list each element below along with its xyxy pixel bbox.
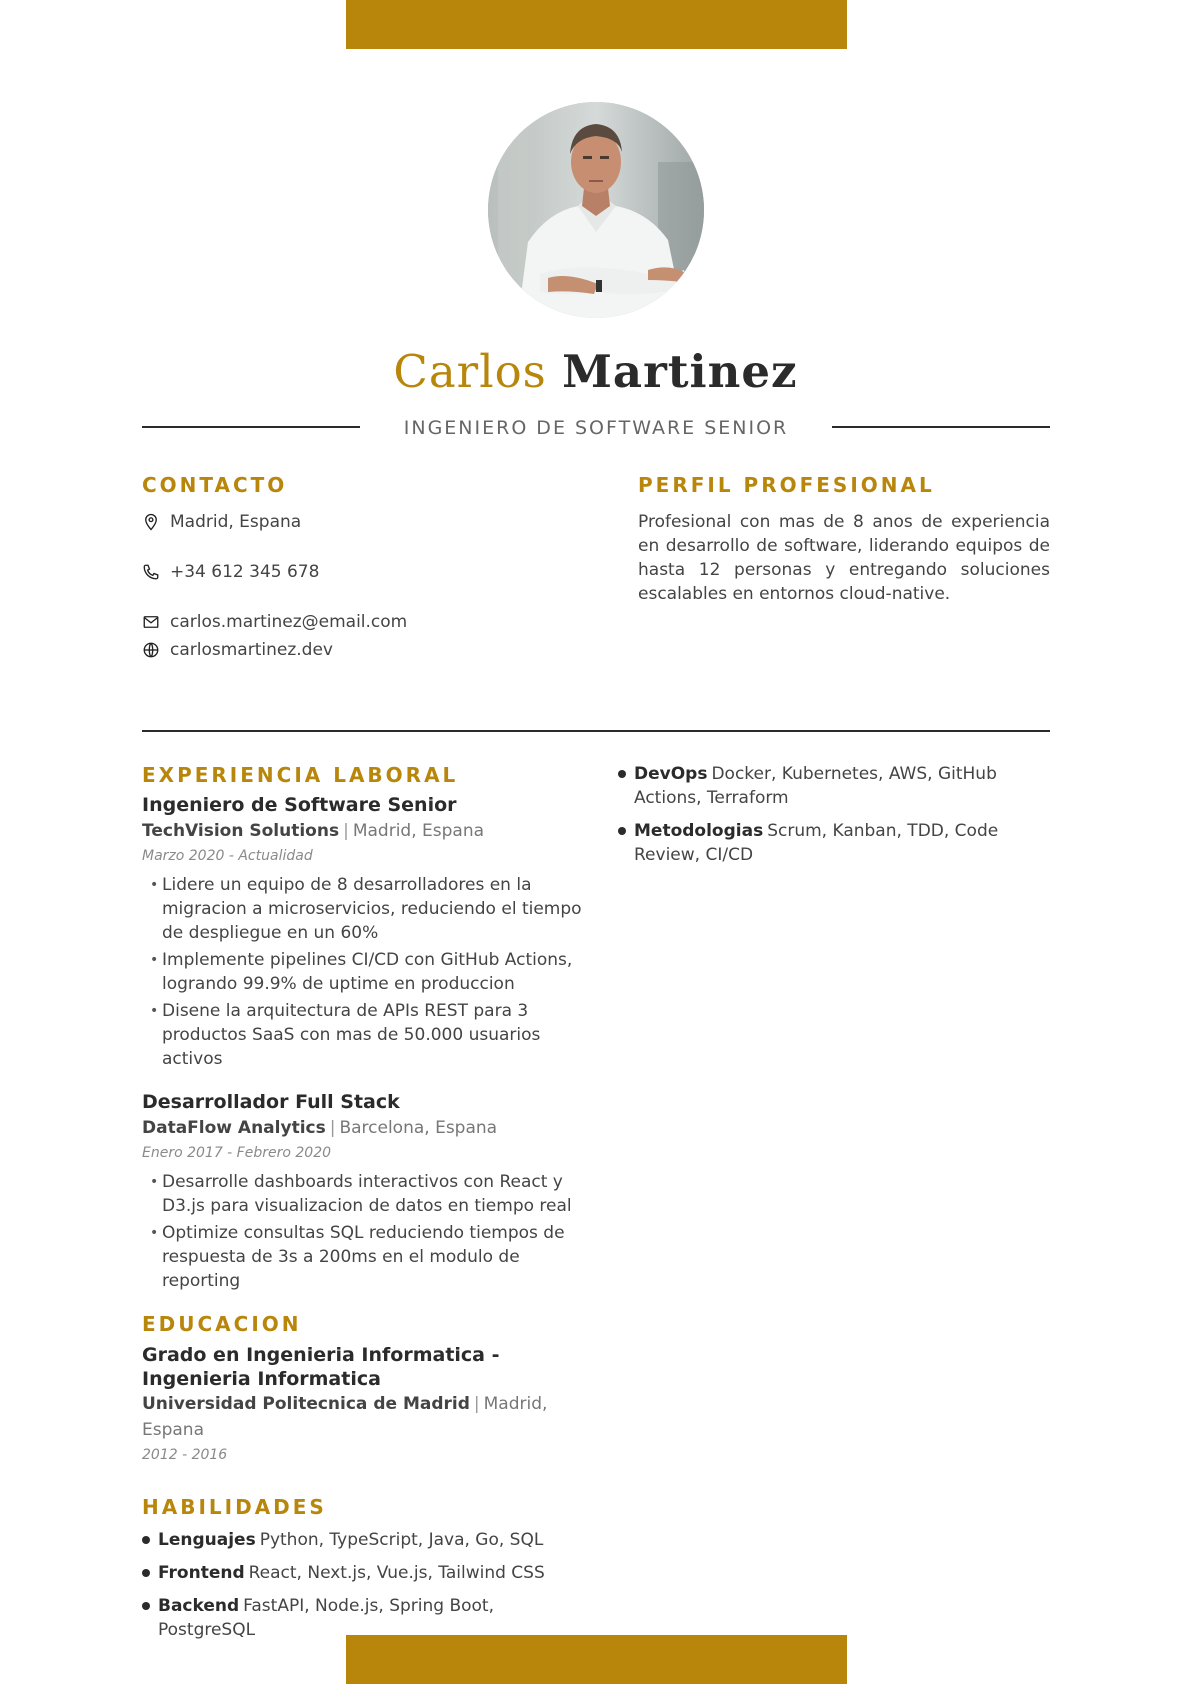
separator: | bbox=[343, 821, 349, 841]
job-dates: Enero 2017 - Febrero 2020 bbox=[142, 1145, 332, 1161]
candidate-name bbox=[0, 344, 1191, 400]
job-entry-title: Desarrollador Full Stack bbox=[142, 1091, 400, 1113]
top-accent-bar bbox=[346, 0, 847, 49]
profile-heading: PERFIL PROFESIONAL bbox=[638, 473, 935, 497]
website-text: carlosmartinez.dev bbox=[170, 640, 333, 660]
company-location: Madrid, Espana bbox=[352, 821, 485, 841]
company-location: Barcelona, Espana bbox=[339, 1118, 498, 1138]
globe-icon bbox=[142, 641, 160, 659]
phone-text: +34 612 345 678 bbox=[170, 562, 320, 582]
job-dates: Marzo 2020 - Actualidad bbox=[142, 848, 313, 864]
job-title-row bbox=[142, 414, 1050, 442]
profile-photo bbox=[488, 102, 704, 318]
achievement-item: • Optimize consultas SQL reduciendo tiempos de respuesta de 3s a 200ms en el modulo de reporting bbox=[150, 1221, 582, 1293]
left-column bbox=[142, 762, 582, 1651]
experience-heading: EXPERIENCIA LABORAL bbox=[142, 763, 459, 787]
right-column bbox=[618, 762, 1058, 876]
subtitle-line-right bbox=[832, 426, 1050, 428]
skill-item bbox=[618, 819, 1058, 867]
skill-value: Scrum, Kanban, TDD, Code Review, CI/CD bbox=[634, 821, 999, 865]
contact-phone[interactable] bbox=[142, 560, 319, 584]
job-entry bbox=[142, 1089, 582, 1293]
skill-label: Frontend bbox=[158, 1563, 245, 1583]
bottom-accent-bar bbox=[346, 1635, 847, 1684]
last-name: Martinez bbox=[562, 345, 798, 398]
section-divider bbox=[142, 730, 1050, 732]
skill-label: Backend bbox=[158, 1596, 240, 1616]
school-line bbox=[142, 1391, 582, 1443]
map-pin-icon bbox=[142, 513, 160, 531]
achievement-item: • Desarrolle dashboards interactivos con React y D3.js para visualizacion de datos en tiempo real bbox=[150, 1170, 582, 1218]
skill-value: FastAPI, Node.js, Spring Boot, PostgreSQL bbox=[158, 1596, 494, 1640]
separator: | bbox=[473, 1394, 480, 1414]
skill-item bbox=[618, 762, 1058, 810]
skill-value: Docker, Kubernetes, AWS, GitHub Actions, Terraform bbox=[634, 764, 997, 808]
job-entry-title: Ingeniero de Software Senior bbox=[142, 794, 457, 816]
profile-section bbox=[638, 472, 1050, 606]
contact-section bbox=[142, 472, 572, 660]
skills-list-right bbox=[618, 762, 1058, 867]
achievement-item: • Implemente pipelines CI/CD con GitHub Actions, logrando 99.9% de uptime en produccion bbox=[150, 948, 582, 996]
job-entry bbox=[142, 792, 582, 1071]
degree-title: Grado en Ingenieria Informatica - Ingenieria Informatica bbox=[142, 1344, 500, 1390]
contact-location bbox=[142, 510, 301, 534]
school-location: Madrid, Espana bbox=[142, 1394, 548, 1440]
profile-summary: Profesional con mas de 8 anos de experiencia en desarrollo de software, liderando equipos de hasta 12 personas y entregando soluciones escalables en entornos cloud-native. bbox=[638, 512, 1050, 604]
mail-icon bbox=[142, 613, 160, 631]
company-name: DataFlow Analytics bbox=[142, 1118, 326, 1138]
first-name: Carlos bbox=[393, 345, 547, 398]
job-title: INGENIERO DE SOFTWARE SENIOR bbox=[403, 417, 789, 439]
skills-heading: HABILIDADES bbox=[142, 1495, 327, 1519]
skill-item bbox=[142, 1528, 582, 1552]
job-entry-company-line bbox=[142, 1115, 582, 1141]
skill-value: React, Next.js, Vue.js, Tailwind CSS bbox=[248, 1563, 545, 1583]
contact-heading: CONTACTO bbox=[142, 473, 288, 497]
skill-label: Metodologias bbox=[634, 821, 764, 841]
achievement-item: • Disene la arquitectura de APIs REST para 3 productos SaaS con mas de 50.000 usuarios activos bbox=[150, 999, 582, 1071]
location-text: Madrid, Espana bbox=[170, 512, 302, 532]
contact-website[interactable] bbox=[142, 638, 333, 662]
contact-email[interactable] bbox=[142, 610, 407, 634]
achievement-item: • Lidere un equipo de 8 desarrolladores en la migracion a microservicios, reduciendo el tiempo de despliegue en un 60% bbox=[150, 873, 582, 945]
company-name: TechVision Solutions bbox=[142, 821, 340, 841]
skill-item bbox=[142, 1561, 582, 1585]
skill-label: DevOps bbox=[634, 764, 708, 784]
job-entry-company-line bbox=[142, 818, 582, 844]
email-text: carlos.martinez@email.com bbox=[170, 612, 408, 632]
skill-value: Python, TypeScript, Java, Go, SQL bbox=[259, 1530, 544, 1550]
person-portrait-icon bbox=[488, 102, 704, 318]
job-achievements bbox=[142, 873, 582, 1071]
job-achievements bbox=[142, 1170, 582, 1293]
education-dates: 2012 - 2016 bbox=[142, 1447, 228, 1463]
school-name: Universidad Politecnica de Madrid bbox=[142, 1394, 470, 1414]
education-heading: EDUCACION bbox=[142, 1312, 302, 1336]
separator: | bbox=[329, 1118, 336, 1138]
phone-icon bbox=[142, 563, 160, 581]
skill-label: Lenguajes bbox=[158, 1530, 256, 1550]
skills-list-left bbox=[142, 1528, 582, 1642]
